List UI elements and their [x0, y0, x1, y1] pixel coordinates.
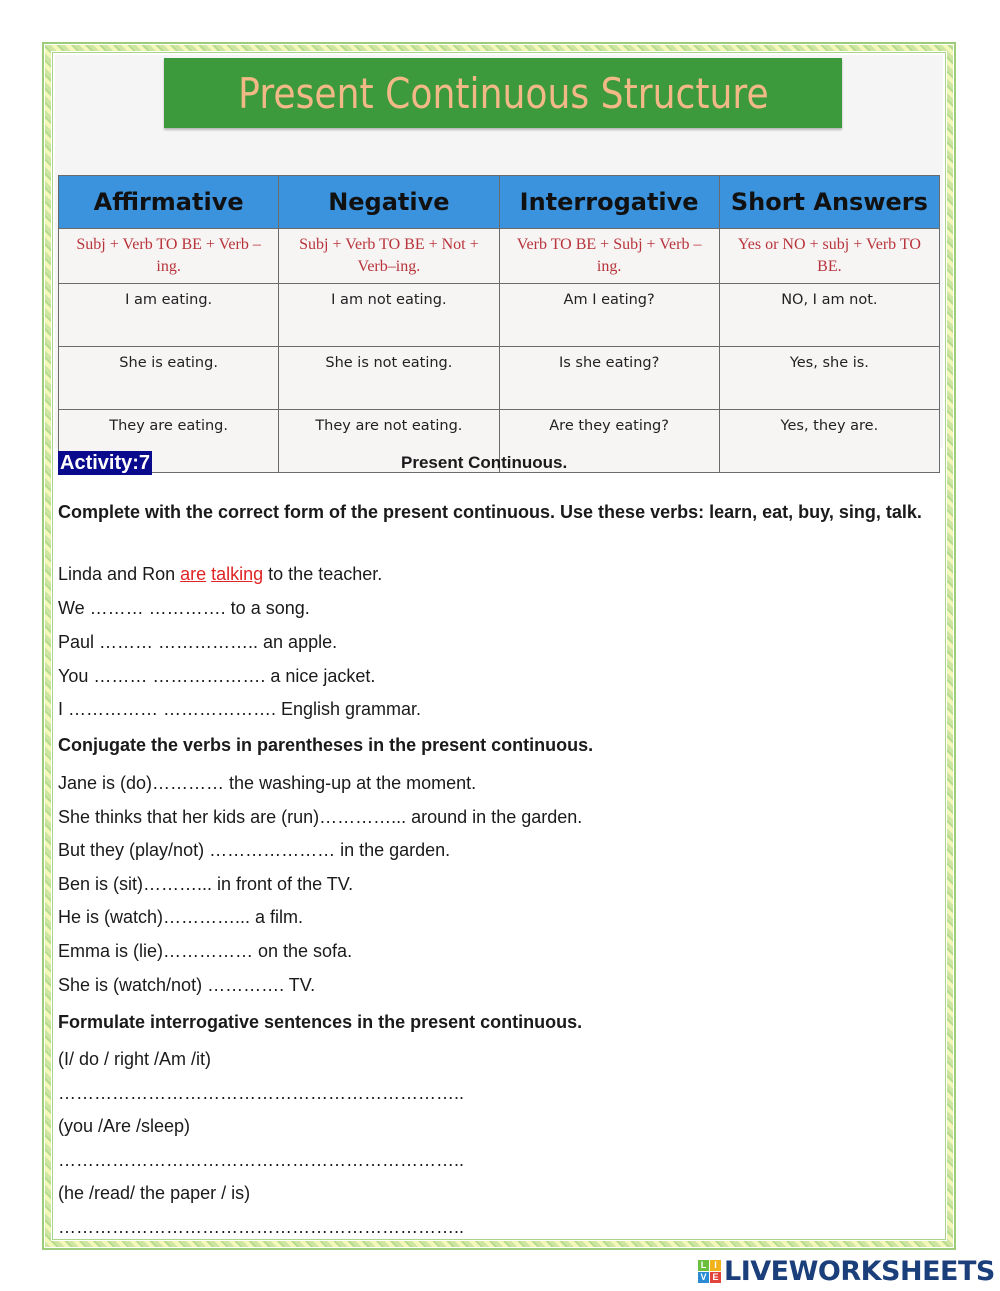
logo-tiles-icon: [698, 1260, 721, 1283]
table-row: [59, 347, 940, 410]
table-cell: Yes, she is.: [719, 347, 939, 410]
title-banner: [164, 58, 842, 128]
formula-cell: Verb TO BE + Subj + Verb – ing.: [499, 229, 719, 284]
example-text-after: to the teacher.: [263, 564, 383, 584]
answer-line[interactable]: …………………………………………………………..: [58, 1083, 465, 1103]
table-cell: She is eating.: [59, 347, 279, 410]
exercise-item[interactable]: We ……… …………. to a song.: [58, 598, 310, 618]
column-header-negative: Negative: [279, 176, 499, 229]
column-header-affirmative: Affirmative: [59, 176, 279, 229]
section1-instruction: Complete with the correct form of the present continuous. Use these verbs: learn, eat, buy, sing, talk.: [58, 502, 922, 522]
activity-header: [58, 451, 938, 475]
formula-row: [59, 229, 940, 284]
activity-title: Present Continuous.: [401, 453, 568, 472]
logo-tile: I: [710, 1260, 721, 1271]
liveworksheets-logo[interactable]: [698, 1256, 995, 1286]
table-cell: NO, I am not.: [719, 284, 939, 347]
activity-badge: Activity:7: [60, 452, 151, 474]
exercise-item[interactable]: Emma is (lie)…………… on the sofa.: [58, 941, 353, 961]
example-sentence: [58, 562, 382, 586]
table-header-row: [59, 176, 940, 229]
section2-instruction: Conjugate the verbs in parentheses in the present continuous.: [58, 735, 594, 755]
table-cell: Yes, they are.: [719, 410, 939, 473]
exercise-item[interactable]: Jane is (do)………… the washing-up at the moment.: [58, 773, 477, 793]
table-cell: I am not eating.: [279, 284, 499, 347]
question-prompt: (I/ do / right /Am /it): [58, 1049, 212, 1069]
formula-cell: Yes or NO + subj + Verb TO BE.: [719, 229, 939, 284]
table-cell: Are they eating?: [499, 410, 719, 473]
section3-instruction: Formulate interrogative sentences in the present continuous.: [58, 1012, 583, 1032]
question-prompt: (he /read/ the paper / is): [58, 1183, 251, 1203]
exercise-item[interactable]: She thinks that her kids are (run)…………... around in the garden.: [58, 807, 583, 827]
question-prompt: (you /Are /sleep): [58, 1116, 191, 1136]
exercise-item[interactable]: He is (watch)…………... a film.: [58, 907, 304, 927]
example-text-before: Linda and Ron: [58, 564, 181, 584]
table-cell: She is not eating.: [279, 347, 499, 410]
exercise-item[interactable]: You ……… ………………. a nice jacket.: [58, 666, 376, 686]
table-cell: They are not eating.: [279, 410, 499, 473]
answer-line[interactable]: …………………………………………………………..: [58, 1217, 465, 1237]
grammar-table: [58, 175, 940, 473]
table-cell: Am I eating?: [499, 284, 719, 347]
column-header-interrogative: Interrogative: [499, 176, 719, 229]
formula-cell: Subj + Verb TO BE + Not + Verb–ing.: [279, 229, 499, 284]
table-cell: Is she eating?: [499, 347, 719, 410]
column-header-short-answers: Short Answers: [719, 176, 939, 229]
exercise-item[interactable]: Paul ……… …………….. an apple.: [58, 632, 338, 652]
table-cell: They are eating.: [59, 410, 279, 473]
exercise-item[interactable]: I …………… ………………. English grammar.: [58, 699, 422, 719]
answer-line[interactable]: …………………………………………………………..: [58, 1150, 465, 1170]
formula-cell: Subj + Verb TO BE + Verb – ing.: [59, 229, 279, 284]
logo-tile: E: [710, 1272, 721, 1283]
example-answer-be: are: [180, 564, 207, 584]
example-answer-verb: talking: [211, 564, 264, 584]
page-title: Present Continuous Structure: [237, 68, 769, 118]
exercise-item[interactable]: She is (watch/not) …………. TV.: [58, 975, 316, 995]
logo-tile: L: [698, 1260, 709, 1271]
table-cell: I am eating.: [59, 284, 279, 347]
logo-text: LIVEWORKSHEETS: [724, 1255, 995, 1287]
table-row: [59, 284, 940, 347]
logo-tile: V: [698, 1272, 709, 1283]
exercise-item[interactable]: Ben is (sit)………... in front of the TV.: [58, 874, 354, 894]
exercise-item[interactable]: But they (play/not) ………………… in the garden.: [58, 840, 451, 860]
